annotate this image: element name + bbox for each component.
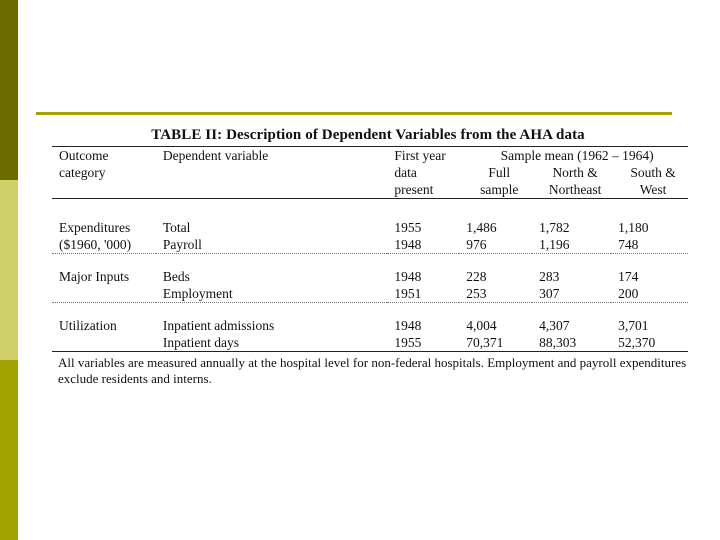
variable-label: Inpatient days: [156, 334, 387, 352]
category-label: ($1960, '000): [52, 236, 156, 254]
variable-label: Beds: [162, 269, 190, 284]
ne-cell: 4,307: [539, 318, 570, 333]
full-cell: 253: [459, 285, 532, 303]
first-year-cell: 1948: [387, 236, 459, 254]
category-label: Major Inputs: [59, 269, 130, 284]
full-cell: 228: [466, 269, 487, 284]
header-first-year-3: present: [387, 181, 459, 199]
header-row-3: [52, 181, 688, 199]
full-cell: 976: [459, 236, 532, 254]
table-note: All variables are measured annually at the hospital level for non-federal hospitals. Employment and payroll expenditures exclude residents and interns.: [58, 355, 687, 386]
full-cell: 4,004: [466, 318, 497, 333]
header-northeast: Northeast: [532, 181, 611, 199]
header-south: South &: [630, 165, 676, 180]
header-first-year: First year: [387, 147, 459, 165]
table-row: [52, 317, 688, 334]
table-row: [52, 268, 688, 285]
ne-cell: 1,782: [539, 220, 570, 235]
header-first-year-2: data: [394, 165, 417, 180]
ne-cell: 283: [539, 269, 560, 284]
category-label: Utilization: [59, 318, 117, 333]
variable-label: Inpatient admissions: [162, 318, 275, 333]
ne-cell: 307: [532, 285, 611, 303]
header-dependent: Dependent variable: [156, 147, 387, 165]
header-row-2: [52, 164, 688, 181]
first-year-cell: 1951: [387, 285, 459, 303]
title-rule: [36, 112, 672, 115]
ne-cell: 88,303: [532, 334, 611, 352]
variable-label: Total: [162, 220, 191, 235]
sw-cell: 200: [611, 285, 688, 303]
header-row-1: [52, 147, 688, 165]
full-cell: 1,486: [466, 220, 497, 235]
first-year-cell: 1948: [394, 269, 422, 284]
ne-cell: 1,196: [532, 236, 611, 254]
sidebar-segment-light: [0, 180, 18, 360]
header-sample-mean: Sample mean (1962 – 1964): [459, 147, 688, 165]
header-outcome: Outcome: [52, 147, 156, 165]
header-outcome-2: category: [59, 165, 106, 180]
sidebar-segment-dark: [0, 0, 18, 180]
sw-cell: 174: [618, 269, 639, 284]
sw-cell: 52,370: [611, 334, 688, 352]
table-row: [52, 334, 688, 352]
header-north: North &: [552, 165, 598, 180]
sw-cell: 748: [611, 236, 688, 254]
table-row: [52, 285, 688, 303]
header-full-2: sample: [459, 181, 532, 199]
first-year-cell: 1955: [387, 334, 459, 352]
dependent-variables-table: [52, 146, 688, 352]
table-figure: [52, 127, 692, 387]
header-west: West: [611, 181, 688, 199]
header-full: Full: [488, 165, 511, 180]
category-label: [52, 334, 156, 352]
table-title: TABLE II: Description of Dependent Variables from the AHA data: [151, 127, 585, 143]
slide-sidebar: [0, 0, 18, 540]
first-year-cell: 1948: [394, 318, 422, 333]
sidebar-segment-mid: [0, 360, 18, 540]
variable-label: Payroll: [156, 236, 387, 254]
variable-label: Employment: [156, 285, 387, 303]
table-row: [52, 219, 688, 236]
category-label: Expenditures: [59, 220, 131, 235]
first-year-cell: 1955: [394, 220, 422, 235]
full-cell: 70,371: [459, 334, 532, 352]
category-label: [52, 285, 156, 303]
table-row: [52, 236, 688, 254]
sw-cell: 3,701: [618, 318, 649, 333]
sw-cell: 1,180: [618, 220, 649, 235]
